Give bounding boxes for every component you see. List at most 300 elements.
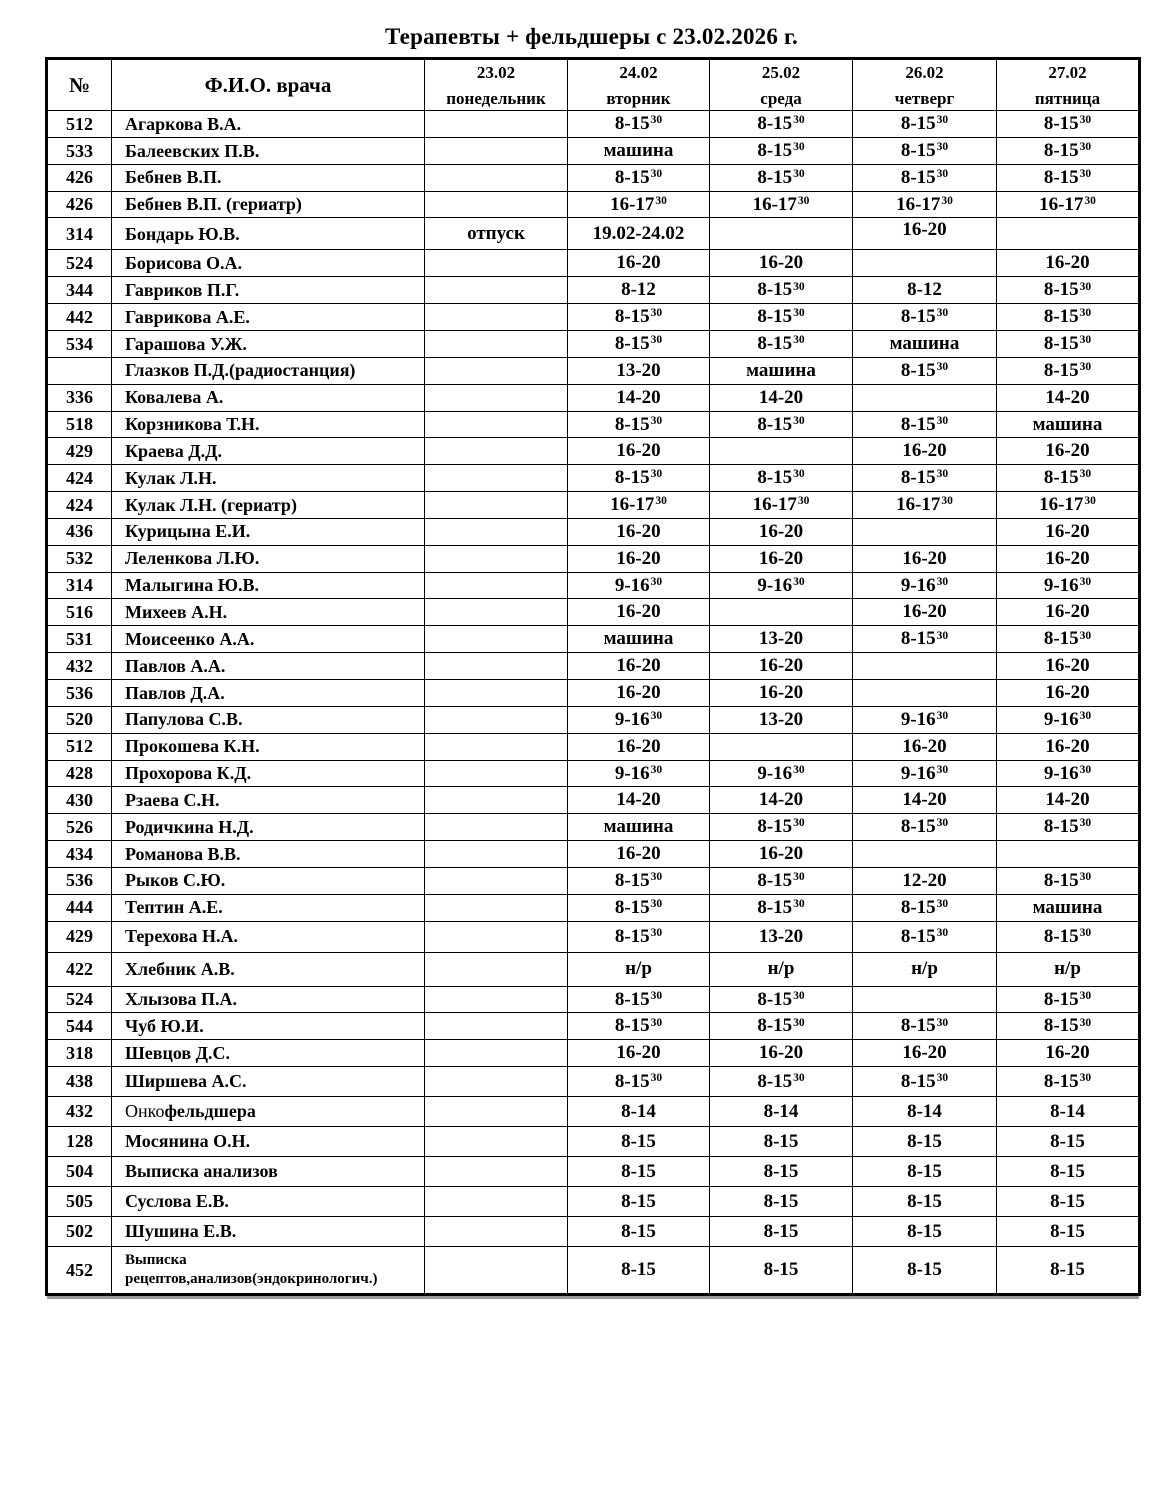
cell-cabinet-number: 505 [47,1187,112,1217]
doctor-name-text: Выписка рецептов,анализов(эндокринологич.) [125,1252,378,1288]
cell-schedule-thu [853,191,997,218]
schedule-superscript: 30 [1079,468,1092,481]
cell-cabinet-number: 534 [47,331,112,358]
cell-schedule-tue [568,1217,710,1247]
schedule-value: 8-15 [1050,1190,1085,1212]
cell-cabinet-number: 536 [47,867,112,894]
doctor-name-text: Кулак Л.Н. [125,467,217,488]
table-row [47,357,1140,384]
cell-schedule-thu [853,1187,997,1217]
schedule-value: 16-20 [1045,601,1090,623]
schedule-value: 16-20 [1045,735,1090,757]
cell-schedule-tue [568,384,710,411]
schedule-value: 8-15 [614,1070,650,1092]
schedule-superscript: 30 [936,1071,949,1084]
table-row [47,653,1140,680]
cell-schedule-tue [568,438,710,465]
cell-schedule-mon [425,760,568,787]
cell-schedule-thu [853,331,997,358]
schedule-value: 8-15 [1050,1160,1085,1182]
cell-schedule-thu [853,1040,997,1067]
schedule-value: 8-15 [763,1259,799,1281]
schedule-superscript: 30 [936,897,949,910]
cell-schedule-mon [425,545,568,572]
cell-schedule-mon [425,411,568,438]
cell-schedule-tue [568,921,710,952]
table-row [47,111,1140,138]
cell-schedule-tue [568,545,710,572]
doctor-name-text: фельдшера [164,1101,256,1122]
schedule-value: 8-15 [1043,467,1079,489]
schedule-superscript: 30 [797,194,810,207]
schedule-value: 8-14 [763,1100,799,1122]
schedule-value: машина [603,139,674,161]
cell-schedule-fri [997,1040,1140,1067]
table-row [47,1157,1140,1187]
doctor-name-text: Тептин А.Е. [125,897,223,918]
cell-schedule-thu [853,1097,997,1127]
table-row [47,814,1140,841]
schedule-value: 8-15 [757,166,793,188]
schedule-value: 16-20 [616,440,661,462]
cell-cabinet-number: 429 [47,438,112,465]
schedule-superscript: 30 [936,817,949,830]
schedule-value: 8-14 [621,1100,656,1122]
cell-schedule-thu [853,986,997,1013]
schedule-value: 16-20 [758,681,804,703]
schedule-value: 9-16 [900,762,936,784]
schedule-value: 14-20 [616,386,661,408]
cell-schedule-fri [997,1247,1140,1295]
schedule-superscript: 30 [650,1016,663,1029]
cell-schedule-mon [425,137,568,164]
schedule-superscript: 30 [793,141,805,154]
col-header-weekday: пятница [1034,88,1101,108]
cell-cabinet-number: 512 [47,733,112,760]
cell-schedule-wed [710,894,853,921]
cell-doctor-name [112,1247,425,1295]
cell-cabinet-number: 504 [47,1157,112,1187]
cell-schedule-thu [853,733,997,760]
schedule-value: 16-20 [758,655,804,677]
cell-schedule-thu [853,814,997,841]
cell-schedule-tue [568,1157,710,1187]
cell-schedule-fri [997,438,1140,465]
cell-schedule-wed [710,438,853,465]
header-row [47,59,1140,111]
col-header-2 [425,59,568,111]
cell-schedule-wed [710,277,853,304]
doctor-name-text: Чуб Ю.И. [125,1015,204,1036]
schedule-value: 13-20 [758,628,804,650]
cell-doctor-name [112,814,425,841]
table-row [47,986,1140,1013]
cell-schedule-wed [710,952,853,986]
cell-schedule-wed [710,653,853,680]
cell-schedule-fri [997,921,1140,952]
schedule-value: 14-20 [902,789,947,811]
cell-schedule-wed [710,1247,853,1295]
schedule-superscript: 30 [1079,168,1092,181]
cell-schedule-thu [853,572,997,599]
cell-doctor-name [112,384,425,411]
cell-schedule-tue [568,952,710,986]
col-header-weekday: понедельник [446,88,546,108]
schedule-superscript: 30 [793,468,805,481]
cell-schedule-fri [997,1097,1140,1127]
cell-doctor-name [112,733,425,760]
cell-schedule-mon [425,1217,568,1247]
schedule-value: 16-17 [610,494,655,516]
schedule-value: 8-15 [757,467,793,489]
cell-cabinet-number: 436 [47,518,112,545]
doctor-name-text: Онко [125,1101,165,1122]
cell-schedule-tue [568,1247,710,1295]
schedule-superscript: 30 [1079,629,1092,642]
schedule-value: 8-15 [1043,816,1079,838]
cell-schedule-tue [568,1013,710,1040]
cell-schedule-thu [853,1157,997,1187]
cell-schedule-thu [853,492,997,519]
doctor-name-text: Шушина Е.В. [125,1221,237,1242]
cell-cabinet-number: 336 [47,384,112,411]
cell-schedule-tue [568,572,710,599]
schedule-superscript: 30 [936,629,949,642]
cell-schedule-wed [710,191,853,218]
cell-schedule-mon [425,1127,568,1157]
schedule-value: 8-15 [1050,1220,1085,1242]
schedule-superscript: 30 [793,871,805,884]
cell-doctor-name [112,250,425,277]
schedule-superscript: 30 [936,307,949,320]
schedule-value: 8-15 [900,139,936,161]
doctor-name-text: Бондарь Ю.В. [125,223,240,244]
cell-doctor-name [112,841,425,868]
schedule-value: н/р [767,958,795,980]
cell-cabinet-number: 502 [47,1217,112,1247]
cell-doctor-name [112,1217,425,1247]
doctor-name-text: Рыков С.Ю. [125,870,226,891]
schedule-value: 16-20 [902,1042,947,1064]
cell-schedule-tue [568,867,710,894]
schedule-value: 8-15 [1043,628,1079,650]
col-header-3 [568,59,710,111]
cell-schedule-tue [568,191,710,218]
cell-schedule-wed [710,760,853,787]
table-row [47,1040,1140,1067]
cell-cabinet-number: 426 [47,164,112,191]
cell-schedule-wed [710,1097,853,1127]
cell-schedule-thu [853,357,997,384]
cell-cabinet-number: 422 [47,952,112,986]
schedule-value: 16-20 [1045,252,1090,274]
cell-schedule-thu [853,411,997,438]
doctor-name-text: Курицына Е.И. [125,521,251,542]
doctor-name-text: Гарашова У.Ж. [125,333,247,354]
cell-schedule-mon [425,277,568,304]
table-row [47,679,1140,706]
cell-schedule-fri [997,545,1140,572]
col-header-weekday: четверг [894,88,955,108]
col-header-label: 27.02 [1048,63,1087,82]
cell-schedule-tue [568,760,710,787]
cell-schedule-thu [853,111,997,138]
cell-doctor-name [112,218,425,250]
cell-schedule-fri [997,814,1140,841]
schedule-superscript: 30 [793,897,805,910]
cell-doctor-name [112,164,425,191]
cell-schedule-thu [853,599,997,626]
schedule-superscript: 30 [1079,926,1092,939]
schedule-value: 14-20 [758,386,804,408]
schedule-superscript: 30 [793,414,805,427]
schedule-value: 16-20 [616,735,661,757]
cell-schedule-wed [710,733,853,760]
doctor-name-text: Прохорова К.Д. [125,763,252,784]
table-row [47,304,1140,331]
schedule-value: 8-15 [900,359,936,381]
schedule-value: отпуск [467,223,525,245]
cell-cabinet-number: 544 [47,1013,112,1040]
cell-schedule-tue [568,357,710,384]
schedule-value: 8-15 [763,1190,799,1212]
cell-schedule-fri [997,894,1140,921]
schedule-value: 9-16 [614,762,650,784]
cell-doctor-name [112,952,425,986]
cell-schedule-wed [710,465,853,492]
schedule-value: 9-16 [757,574,793,596]
cell-schedule-tue [568,814,710,841]
doctor-name-text: Борисова О.А. [125,253,243,274]
col-header-label: 23.02 [476,63,516,82]
schedule-superscript: 30 [941,495,953,508]
cell-schedule-wed [710,599,853,626]
cell-schedule-tue [568,1067,710,1097]
schedule-value: 8-15 [614,306,650,328]
doctor-name-text: Папулова С.В. [125,709,243,730]
doctor-name-text: Прокошева К.Н. [125,736,260,757]
schedule-superscript: 30 [650,575,663,588]
doctor-name-text: Михеев А.Н. [125,602,228,623]
schedule-value: 16-20 [616,252,661,274]
schedule-value: 8-15 [1043,869,1079,891]
cell-schedule-mon [425,572,568,599]
table-row [47,1067,1140,1097]
table-row [47,572,1140,599]
cell-schedule-thu [853,894,997,921]
cell-doctor-name [112,626,425,653]
doctor-name-text: Ширшева А.С. [125,1071,247,1092]
cell-schedule-thu [853,545,997,572]
schedule-superscript: 30 [1079,141,1092,154]
schedule-value: 8-15 [1050,1130,1085,1152]
table-row [47,787,1140,814]
cell-doctor-name [112,492,425,519]
schedule-value: 16-20 [902,547,947,569]
schedule-value: 16-20 [758,520,804,542]
schedule-superscript: 30 [793,1016,805,1029]
cell-schedule-wed [710,331,853,358]
schedule-value: машина [603,628,674,650]
cell-schedule-mon [425,1040,568,1067]
cell-schedule-fri [997,679,1140,706]
cell-doctor-name [112,277,425,304]
schedule-superscript: 30 [1084,194,1096,207]
schedule-value: 9-16 [1043,574,1079,596]
schedule-value: 16-20 [1045,1042,1090,1064]
cell-schedule-tue [568,137,710,164]
schedule-value: 16-20 [902,601,947,623]
schedule-value: 9-16 [614,708,650,730]
doctor-name-text: Романова В.В. [125,843,241,864]
table-row [47,1013,1140,1040]
cell-schedule-fri [997,653,1140,680]
col-header-weekday: вторник [606,88,671,108]
cell-doctor-name [112,357,425,384]
schedule-value: 8-15 [900,896,936,918]
schedule-superscript: 30 [793,989,805,1002]
schedule-value: 8-15 [900,113,936,135]
cell-schedule-thu [853,867,997,894]
cell-doctor-name [112,894,425,921]
cell-schedule-fri [997,572,1140,599]
cell-schedule-mon [425,250,568,277]
schedule-value: 16-17 [752,494,797,516]
cell-cabinet-number: 518 [47,411,112,438]
table-row [47,1127,1140,1157]
table-row [47,894,1140,921]
cell-schedule-wed [710,921,853,952]
cell-schedule-tue [568,1097,710,1127]
cell-schedule-wed [710,867,853,894]
cell-schedule-mon [425,1187,568,1217]
doctor-name-text: Мосянина О.Н. [125,1131,251,1152]
schedule-superscript: 30 [1079,361,1092,374]
schedule-superscript: 30 [936,141,949,154]
page-title: Терапевты + фельдшеры с 23.02.2026 г. [385,24,798,49]
schedule-value: 8-15 [1043,306,1079,328]
schedule-superscript: 30 [936,1016,949,1029]
cell-schedule-mon [425,952,568,986]
schedule-value: 9-16 [1043,708,1079,730]
cell-schedule-mon [425,357,568,384]
cell-cabinet-number: 318 [47,1040,112,1067]
cell-schedule-tue [568,331,710,358]
cell-schedule-thu [853,1013,997,1040]
schedule-table [45,57,1141,1296]
cell-doctor-name [112,572,425,599]
doctor-name-text: Корзникова Т.Н. [125,414,260,435]
schedule-value: н/р [625,958,652,980]
cell-schedule-mon [425,492,568,519]
schedule-value: 8-15 [763,1130,799,1152]
cell-schedule-fri [997,465,1140,492]
doctor-name-text: Краева Д.Д. [125,440,223,461]
col-header-label: 26.02 [905,63,944,82]
schedule-value: 8-15 [757,139,793,161]
cell-schedule-thu [853,1127,997,1157]
schedule-value: машина [603,816,674,838]
schedule-value: 8-14 [907,1100,942,1122]
schedule-superscript: 30 [650,871,663,884]
cell-schedule-fri [997,492,1140,519]
schedule-value: 8-15 [614,925,650,947]
cell-doctor-name [112,1157,425,1187]
cell-schedule-fri [997,137,1140,164]
cell-schedule-mon [425,331,568,358]
cell-schedule-wed [710,626,853,653]
schedule-value: 16-20 [616,520,661,542]
schedule-value: 8-12 [907,279,942,301]
schedule-value: 16-20 [616,547,661,569]
cell-schedule-mon [425,1013,568,1040]
cell-schedule-tue [568,111,710,138]
cell-cabinet-number: 524 [47,986,112,1013]
table-row [47,867,1140,894]
doctor-name-text: Родичкина Н.Д. [125,816,254,837]
schedule-superscript: 30 [1079,114,1092,127]
cell-cabinet-number: 432 [47,653,112,680]
cell-doctor-name [112,760,425,787]
cell-schedule-fri [997,277,1140,304]
cell-schedule-wed [710,1187,853,1217]
col-header-1 [112,59,425,111]
schedule-superscript: 30 [793,575,805,588]
schedule-value: 9-16 [757,762,793,784]
table-row [47,626,1140,653]
cell-schedule-fri [997,706,1140,733]
cell-doctor-name [112,1013,425,1040]
cell-schedule-wed [710,492,853,519]
schedule-superscript: 30 [936,468,949,481]
cell-schedule-thu [853,1217,997,1247]
cell-schedule-tue [568,679,710,706]
schedule-superscript: 30 [793,114,805,127]
cell-schedule-mon [425,164,568,191]
cell-schedule-thu [853,438,997,465]
doctor-name-text: Глазков П.Д.(радиостанция) [125,360,356,381]
schedule-value: 8-15 [900,925,936,947]
schedule-superscript: 30 [941,194,953,207]
cell-schedule-tue [568,986,710,1013]
schedule-value: 16-17 [896,193,941,215]
cell-doctor-name [112,137,425,164]
cell-schedule-fri [997,841,1140,868]
doctor-name-text: Кулак Л.Н. (гериатр) [125,494,297,515]
cell-schedule-fri [997,760,1140,787]
schedule-superscript: 30 [1079,280,1092,293]
cell-schedule-wed [710,679,853,706]
schedule-value: 8-15 [757,279,793,301]
schedule-value: 13-20 [616,359,661,381]
cell-schedule-mon [425,986,568,1013]
cell-schedule-thu [853,760,997,787]
doctor-name-text: Ковалева А. [125,387,224,408]
cell-schedule-mon [425,814,568,841]
cell-doctor-name [112,986,425,1013]
col-header-label: 24.02 [619,63,658,82]
doctor-name-text: Гавриков П.Г. [125,279,240,300]
cell-schedule-thu [853,706,997,733]
cell-schedule-tue [568,733,710,760]
schedule-value: 8-15 [900,628,936,650]
cell-doctor-name [112,465,425,492]
cell-schedule-thu [853,1067,997,1097]
schedule-value: 8-15 [621,1160,656,1182]
table-row [47,438,1140,465]
schedule-value: 8-15 [621,1130,656,1152]
cell-schedule-mon [425,1247,568,1295]
